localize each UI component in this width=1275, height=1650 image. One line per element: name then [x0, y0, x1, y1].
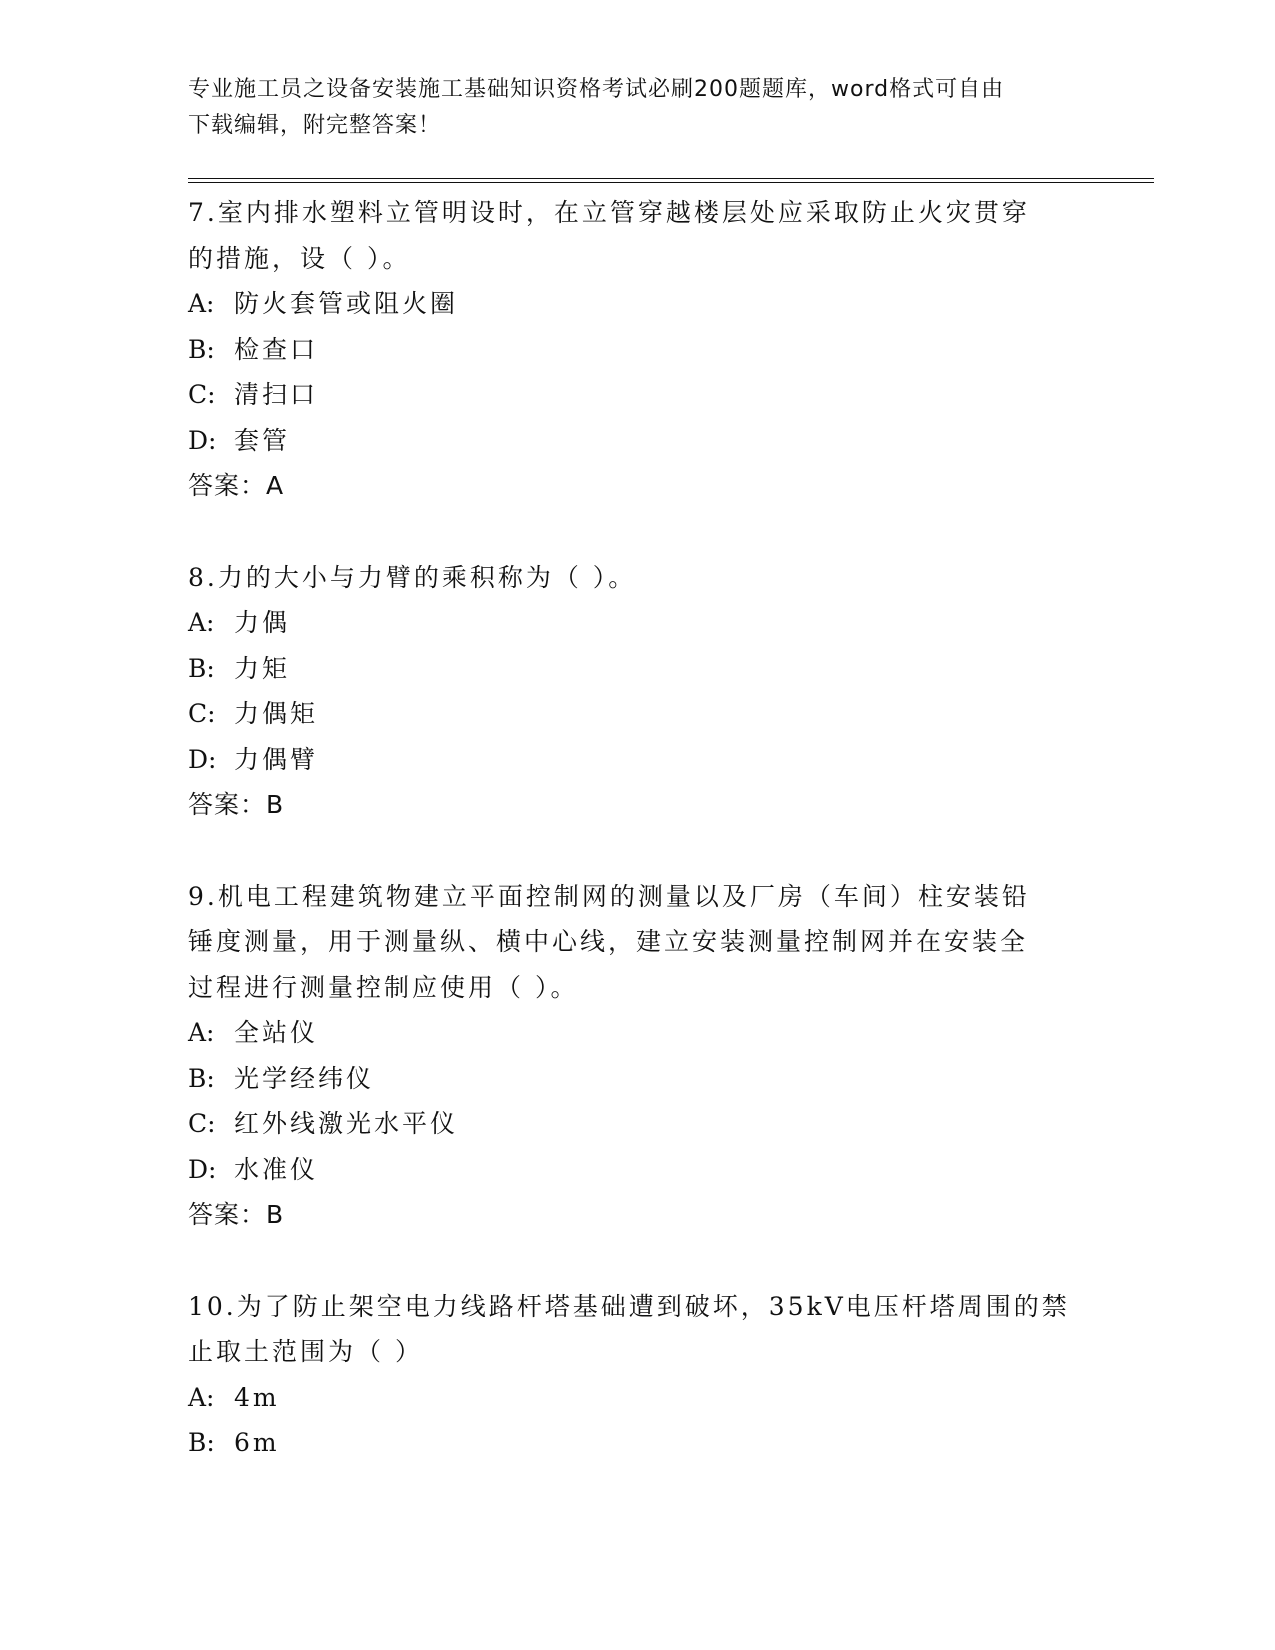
- answer-line: 答案：B: [188, 1200, 285, 1229]
- option-text: 光学经纬仪: [234, 1063, 375, 1093]
- option-key: A:: [188, 1382, 215, 1412]
- header-line-2: 下载编辑，附完整答案！: [188, 113, 442, 138]
- answer-line: 答案：B: [188, 790, 285, 819]
- option-a: [188, 281, 1088, 327]
- option-b: [188, 1420, 1088, 1466]
- question-8: [188, 555, 1088, 828]
- stem-line: 10.为了防止架空电力线路杆塔基础遭到破坏，35kV电压杆塔周围的禁: [188, 1291, 1070, 1321]
- option-key: C:: [188, 380, 216, 409]
- option-b: [188, 327, 1088, 373]
- question-7: [188, 190, 1088, 509]
- option-a: [188, 1375, 1088, 1421]
- question-stem: [188, 555, 1088, 601]
- option-key: B:: [188, 1428, 215, 1457]
- option-key: C:: [188, 1109, 216, 1138]
- option-text: 清扫口: [234, 380, 319, 409]
- option-text: 套管: [234, 425, 291, 455]
- option-text: 6m: [234, 1428, 280, 1457]
- document-header: [188, 72, 1068, 144]
- option-c: [188, 1101, 1088, 1147]
- option-c: [188, 372, 1088, 418]
- option-b: [188, 646, 1088, 692]
- option-b: [188, 1056, 1088, 1102]
- option-key: B:: [188, 1063, 215, 1093]
- option-d: [188, 1147, 1088, 1193]
- option-d: [188, 418, 1088, 464]
- question-list: [188, 190, 1088, 1512]
- stem-line: 7.室内排水塑料立管明设时，在立管穿越楼层处应采取防止火灾贯穿: [188, 198, 1030, 227]
- option-key: A:: [188, 289, 215, 318]
- option-text: 检查口: [234, 334, 319, 364]
- question-stem: [188, 874, 1088, 1011]
- option-text: 力偶: [234, 608, 291, 637]
- option-text: 4m: [234, 1382, 280, 1412]
- option-text: 防火套管或阻火圈: [234, 289, 459, 318]
- option-text: 全站仪: [234, 1018, 319, 1047]
- option-a: [188, 1010, 1088, 1056]
- option-text: 红外线激光水平仪: [234, 1109, 459, 1138]
- stem-line: 的措施，设（ ）。: [188, 243, 411, 273]
- header-divider-top: [188, 178, 1154, 179]
- question-9: [188, 874, 1088, 1238]
- option-key: D:: [188, 744, 217, 774]
- option-text: 水准仪: [234, 1154, 319, 1184]
- option-key: D:: [188, 425, 217, 455]
- option-key: C:: [188, 699, 216, 728]
- question-stem: [188, 1284, 1088, 1375]
- option-text: 力偶臂: [234, 744, 319, 774]
- option-key: B:: [188, 334, 215, 364]
- stem-line: 止取土范围为（ ）: [188, 1337, 423, 1366]
- question-10: [188, 1284, 1088, 1466]
- question-stem: [188, 190, 1088, 281]
- option-key: D:: [188, 1154, 217, 1184]
- option-text: 力矩: [234, 653, 291, 683]
- option-text: 力偶矩: [234, 699, 319, 728]
- stem-line: 9.机电工程建筑物建立平面控制网的测量以及厂房（车间）柱安装铅: [188, 881, 1030, 911]
- header-divider-bottom: [188, 182, 1154, 183]
- option-key: A:: [188, 608, 215, 637]
- option-a: [188, 600, 1088, 646]
- stem-line: 锤度测量，用于测量纵、横中心线，建立安装测量控制网并在安装全: [188, 927, 1029, 956]
- option-key: B:: [188, 653, 215, 683]
- stem-line: 8.力的大小与力臂的乘积称为（ ）。: [188, 562, 637, 592]
- header-line-1: 专业施工员之设备安装施工基础知识资格考试必刷200题题库，word格式可自由: [188, 77, 1005, 102]
- stem-line: 过程进行测量控制应使用（ ）。: [188, 972, 579, 1002]
- option-c: [188, 691, 1088, 737]
- option-d: [188, 737, 1088, 783]
- option-key: A:: [188, 1018, 215, 1047]
- answer-line: 答案：A: [188, 471, 285, 500]
